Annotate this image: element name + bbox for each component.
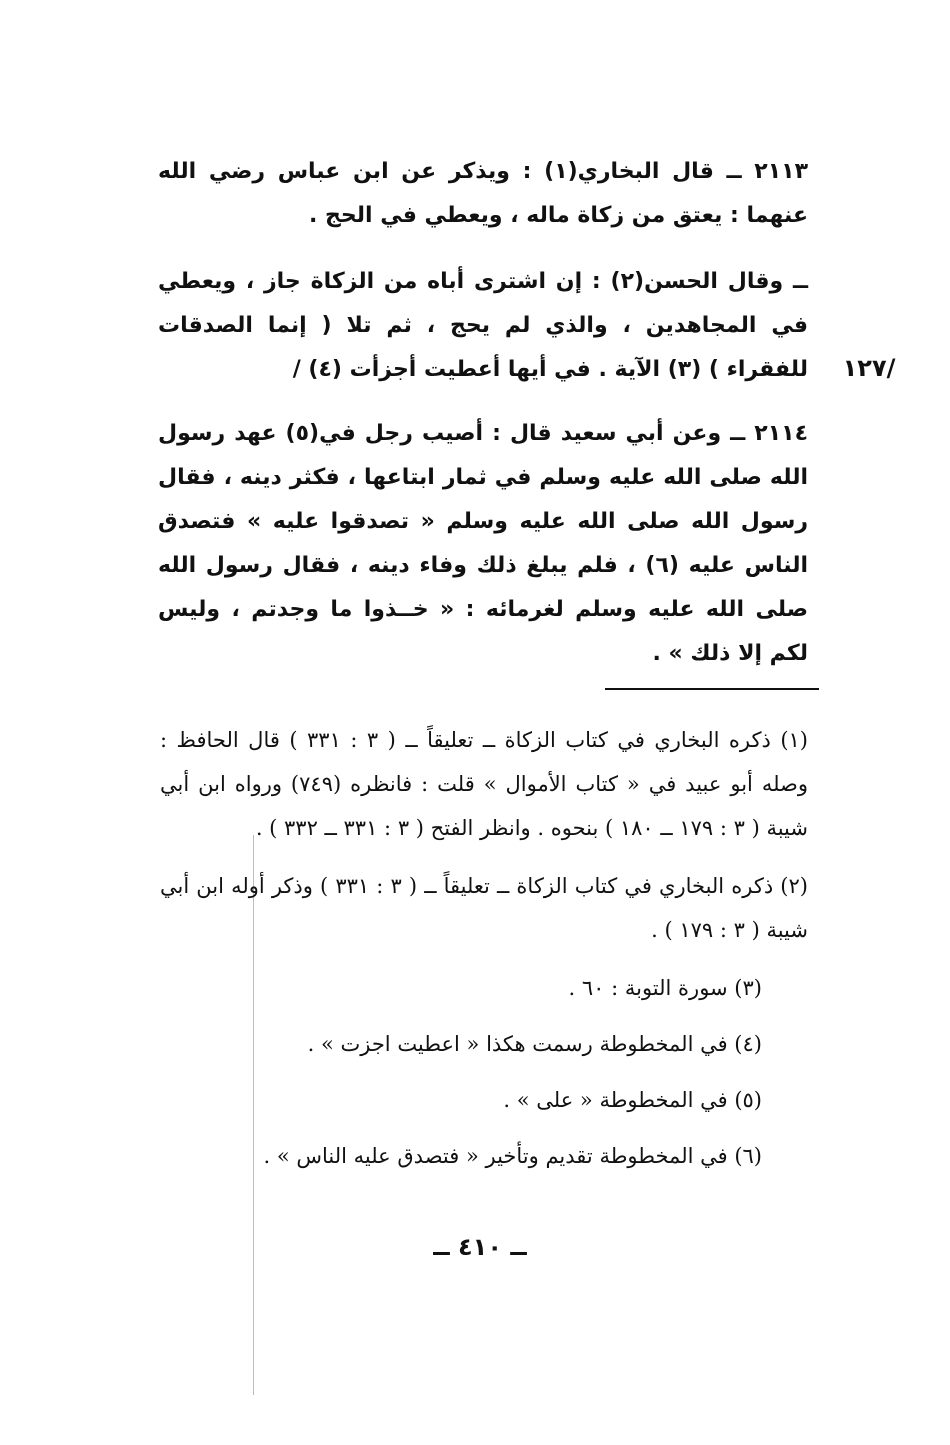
hadith-paragraph: ٢١١٣ ــ قال البخاري(١) : ويذكر عن ابن عباس رضي الله عنهما : يعتق من زكاة ماله ، ويعطي في الحج . xyxy=(158,159,808,228)
footnote-item: (٥) في المخطوطة « على » . xyxy=(503,1088,762,1112)
page-number: ــ ٤١٠ ــ xyxy=(433,1233,527,1261)
manuscript-folio-marker: /١٢٧ xyxy=(842,354,896,382)
footnote-item: (٢) ذكره البخاري في كتاب الزكاة ــ تعليقاً ــ ( ٣ : ٣٣١ ) وذكر أوله ابن أبي شيبة ( ٣ : ١٧٩ ) . xyxy=(160,874,808,942)
footnote-item: (٦) في المخطوطة تقديم وتأخير « فتصدق عليه الناس » . xyxy=(263,1144,762,1168)
footnote-item: (٣) سورة التوبة : ٦٠ . xyxy=(568,976,762,1000)
footnote-item: (٤) في المخطوطة رسمت هكذا « اعطيت اجزت » . xyxy=(307,1032,762,1056)
hadith-paragraph: ــ وقال الحسن(٢) : إن اشترى أباه من الزكاة جاز ، ويعطي في المجاهدين ، والذي لم يحج ، ثم تلا ( إنما الصدقات للفقراء ) (٣) الآية . في أيها أعطيت أجزأت (٤) / xyxy=(158,269,809,382)
footnote-item: (١) ذكره البخاري في كتاب الزكاة ــ تعليقاً ــ ( ٣ : ٣٣١ ) قال الحافظ : وصله أبو عبيد في « كتاب الأموال » قلت : فانظره (٧٤٩) ورواه ابن أبي شيبة ( ٣ : ١٧٩ ــ ١٨٠ ) بنحوه . وانظر الفتح ( ٣ : ٣٣١ ــ ٣٣٢ ) . xyxy=(160,728,809,840)
main-text xyxy=(158,150,808,696)
footnotes xyxy=(160,718,808,1190)
hadith-paragraph: ٢١١٤ ــ وعن أبي سعيد قال : أصيب رجل في(٥) عهد رسول الله صلى الله عليه وسلم في ثمار ابتاعها ، فكثر دينه ، فقال رسول الله صلى الله عليه وسلم « تصدقوا عليه » فتصدق الناس عليه (٦) ، فلم يبلغ ذلك وفاء دينه ، فقال رسول الله صلى الله عليه وسلم لغرمائه : « خــذوا ما وجدتم ، وليس لكم إلا ذلك » . xyxy=(158,421,808,666)
footnote-separator xyxy=(605,688,819,690)
